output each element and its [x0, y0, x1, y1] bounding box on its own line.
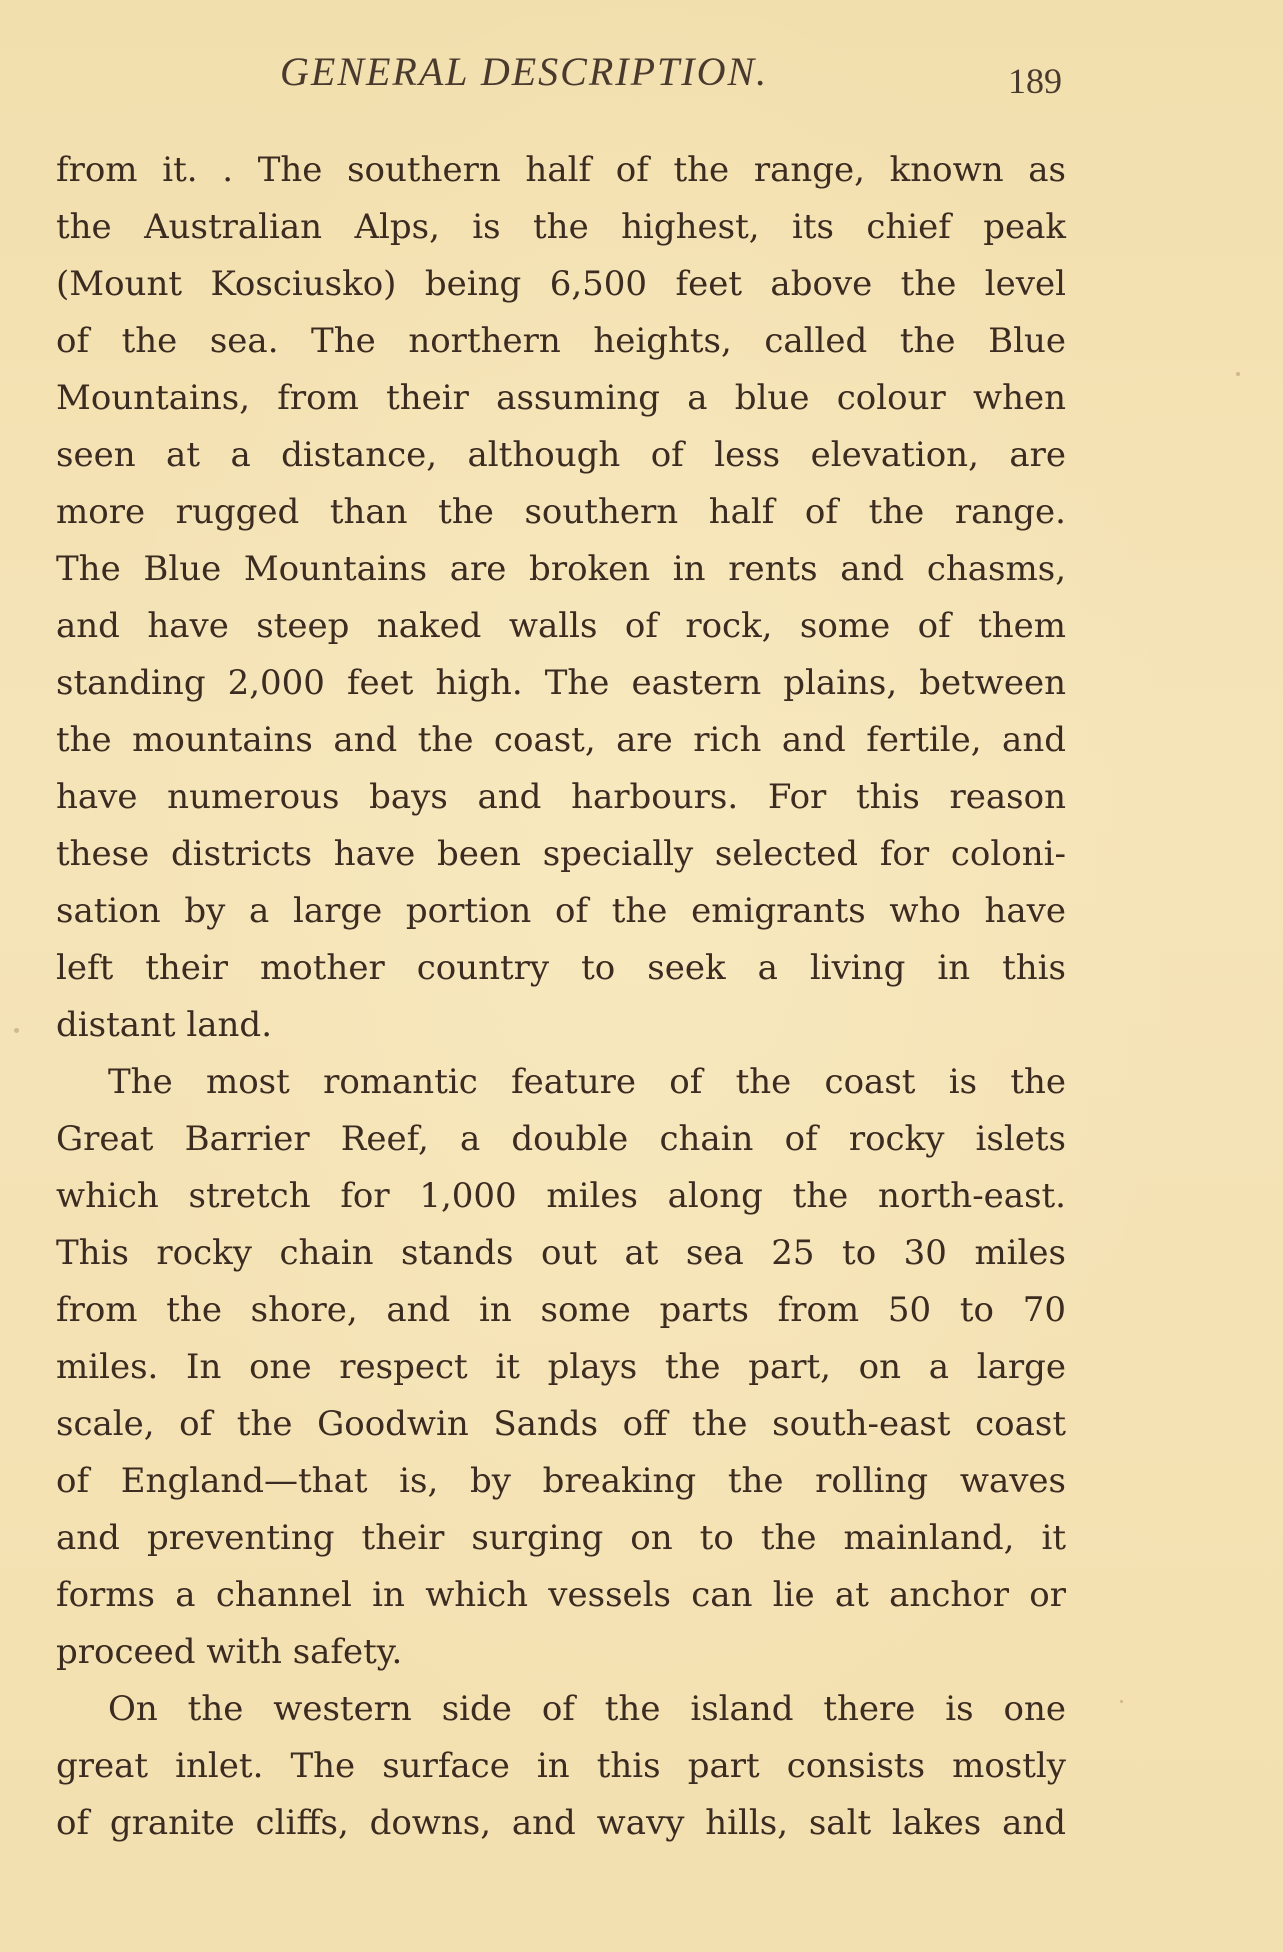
- text-line: the Australian Alps, is the highest, its chief peak: [56, 207, 1066, 247]
- text-line: sation by a large portion of the emigrants who have: [56, 891, 1066, 931]
- text-line: from it. . The southern half of the range, known as: [56, 150, 1066, 190]
- body-text: [56, 142, 1066, 1852]
- text-line: proceed with safety.: [56, 1632, 403, 1672]
- text-line: have numerous bays and harbours. For this reason: [56, 777, 1066, 817]
- text-line: more rugged than the southern half of the range.: [56, 492, 1066, 532]
- text-line: On the western side of the island there is one: [108, 1689, 1066, 1729]
- text-line: distant land.: [56, 1005, 273, 1045]
- text-line: scale, of the Goodwin Sands off the south-east coast: [56, 1404, 1066, 1444]
- paper-speck: [1120, 1700, 1123, 1703]
- running-title: GENERAL DESCRIPTION.: [280, 49, 769, 94]
- paragraph-1: [56, 142, 1066, 1054]
- text-line: left their mother country to seek a living in this: [56, 948, 1066, 988]
- paper-speck: [1236, 372, 1240, 376]
- text-line: The most romantic feature of the coast is the: [108, 1062, 1066, 1102]
- paragraph-3: [56, 1681, 1066, 1852]
- text-line: of England—that is, by breaking the rolling waves: [56, 1461, 1066, 1501]
- page-number: 189: [1008, 61, 1062, 101]
- text-line: of the sea. The northern heights, called the Blue: [56, 321, 1066, 361]
- text-line: of granite cliffs, downs, and wavy hills, salt lakes and: [56, 1803, 1066, 1843]
- text-line: forms a channel in which vessels can lie at anchor or: [56, 1575, 1066, 1615]
- text-line: Mountains, from their assuming a blue colour when: [56, 378, 1066, 418]
- paper-speck: [14, 1028, 19, 1033]
- text-line: standing 2,000 feet high. The eastern plains, between: [56, 663, 1066, 703]
- text-line: Great Barrier Reef, a double chain of rocky islets: [56, 1119, 1066, 1159]
- text-line: great inlet. The surface in this part consists mostly: [56, 1746, 1066, 1786]
- text-line: This rocky chain stands out at sea 25 to 30 miles: [56, 1233, 1066, 1273]
- text-line: seen at a distance, although of less elevation, are: [56, 435, 1066, 475]
- text-line: the mountains and the coast, are rich and fertile, and: [56, 720, 1066, 760]
- text-line: which stretch for 1,000 miles along the north-east.: [56, 1176, 1066, 1216]
- text-line: from the shore, and in some parts from 50 to 70: [56, 1290, 1066, 1330]
- running-head: [0, 48, 1283, 108]
- text-line: (Mount Kosciusko) being 6,500 feet above the level: [56, 264, 1066, 304]
- text-line: miles. In one respect it plays the part, on a large: [56, 1347, 1066, 1387]
- text-line: these districts have been specially selected for coloni-: [56, 834, 1066, 874]
- text-line: and preventing their surging on to the mainland, it: [56, 1518, 1066, 1558]
- paragraph-2: [56, 1054, 1066, 1681]
- text-line: and have steep naked walls of rock, some of them: [56, 606, 1066, 646]
- text-line: The Blue Mountains are broken in rents and chasms,: [56, 549, 1066, 589]
